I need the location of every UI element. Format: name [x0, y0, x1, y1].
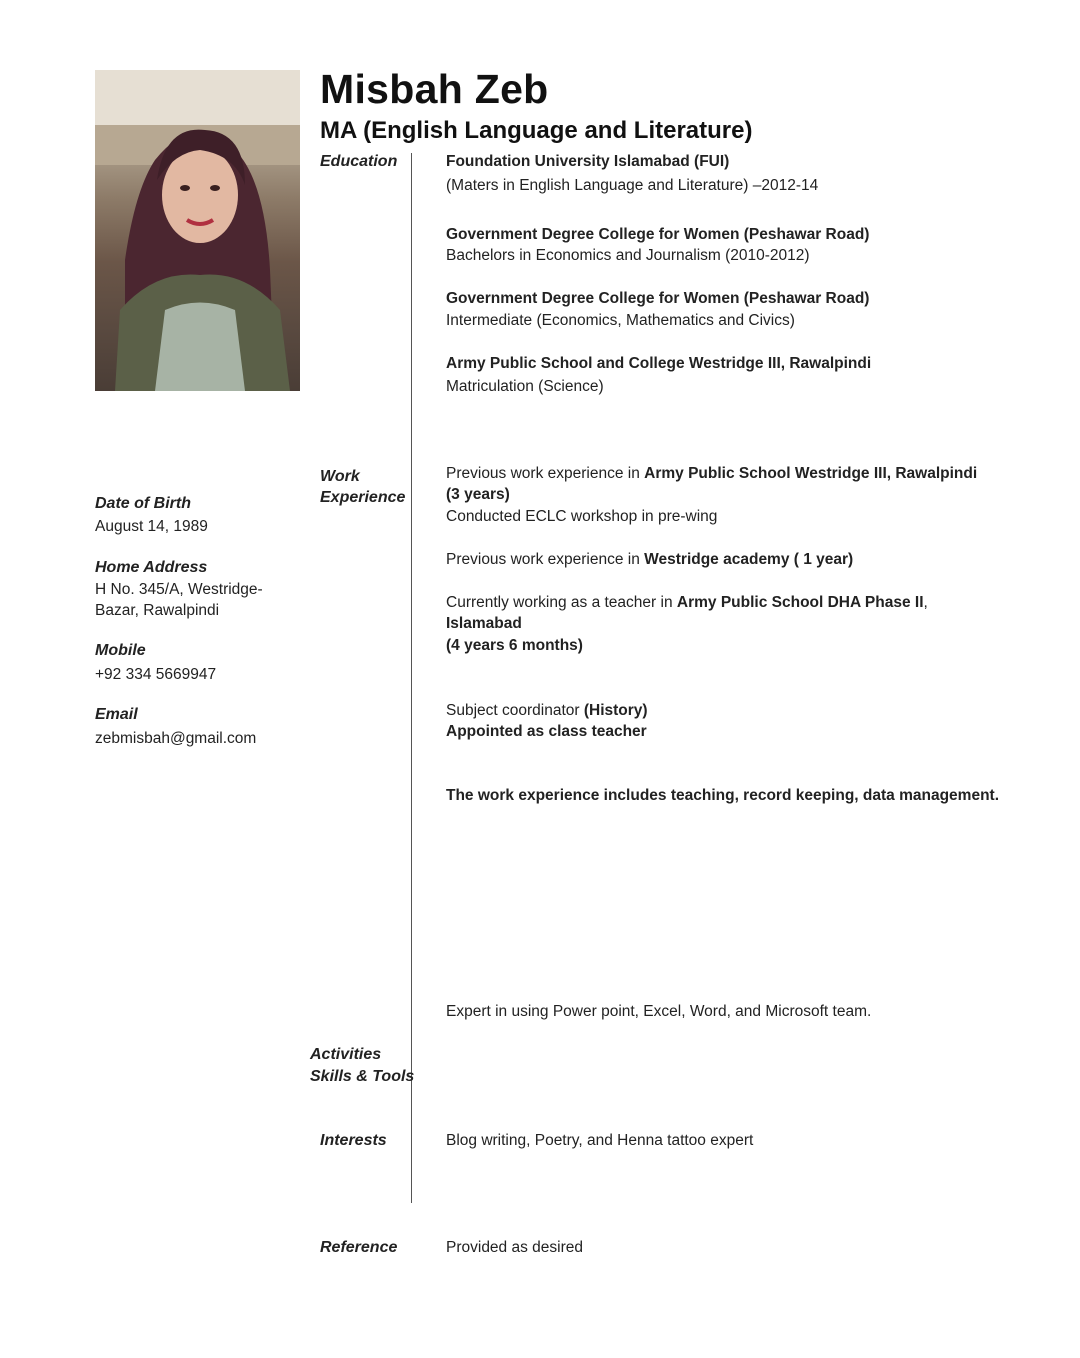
edu-detail-4: Matriculation (Science)	[446, 378, 604, 395]
edu-school-2: Government Degree College for Women (Peshawar Road)	[446, 226, 870, 243]
address-line-2: Bazar, Rawalpindi	[95, 602, 220, 619]
mobile-label: Mobile	[95, 642, 146, 659]
email-label: Email	[95, 706, 138, 723]
work-4-prefix: Subject coordinator	[446, 702, 584, 719]
reference-label: Reference	[320, 1239, 398, 1256]
work-1-employer: Army Public School Westridge III, Rawalpindi	[644, 465, 978, 482]
interests-label: Interests	[320, 1132, 387, 1149]
work-label-line1: Work	[320, 468, 360, 485]
work-3-duration: (4 years 6 months)	[446, 637, 583, 654]
work-entry-2	[446, 549, 853, 570]
activities-label-line2: Skills & Tools	[310, 1068, 415, 1085]
edu-school-1: Foundation University Islamabad (FUI)	[446, 153, 730, 170]
edu-detail-1: (Maters in English Language and Literature) –2012-14	[446, 177, 819, 194]
address-label: Home Address	[95, 559, 208, 576]
dob-value: August 14, 1989	[95, 518, 208, 535]
candidate-name: Misbah Zeb	[320, 66, 549, 112]
profile-photo	[95, 70, 300, 391]
work-3-city: Islamabad	[446, 615, 522, 632]
work-entry-4	[446, 700, 648, 721]
edu-detail-3: Intermediate (Economics, Mathematics and Civics)	[446, 312, 795, 329]
work-3-comma: ,	[923, 594, 928, 611]
mobile-value: +92 334 5669947	[95, 666, 217, 683]
email-value: zebmisbah@gmail.com	[95, 730, 257, 747]
edu-school-3: Government Degree College for Women (Peshawar Road)	[446, 290, 870, 307]
skills-text: Expert in using Power point, Excel, Word, and Microsoft team.	[446, 1003, 872, 1020]
education-label: Education	[320, 153, 398, 170]
work-1-prefix: Previous work experience in	[446, 465, 645, 482]
address-line-1: H No. 345/A, Westridge-	[95, 581, 263, 598]
candidate-degree: MA (English Language and Literature)	[320, 117, 753, 144]
dob-label: Date of Birth	[95, 495, 191, 512]
interests-text: Blog writing, Poetry, and Henna tattoo expert	[446, 1132, 754, 1149]
work-3-prefix: Currently working as a teacher in	[446, 594, 677, 611]
edu-school-4: Army Public School and College Westridge III, Rawalpindi	[446, 355, 872, 372]
section-divider	[411, 153, 412, 1203]
reference-text: Provided as desired	[446, 1239, 583, 1256]
work-1-duration: (3 years)	[446, 486, 510, 503]
work-entry-3	[446, 592, 928, 613]
work-entry-5: Appointed as class teacher	[446, 723, 647, 740]
work-summary: The work experience includes teaching, record keeping, data management.	[446, 787, 1000, 804]
work-3-employer: Army Public School DHA Phase II	[676, 594, 924, 611]
work-2-prefix: Previous work experience in	[446, 551, 645, 568]
work-label-line2: Experience	[320, 489, 406, 506]
work-1-note: Conducted ECLC workshop in pre-wing	[446, 508, 718, 525]
work-4-subject: (History)	[583, 702, 648, 719]
work-entry-1	[446, 463, 977, 484]
portrait-illustration	[95, 70, 300, 391]
work-2-employer: Westridge academy ( 1 year)	[644, 551, 854, 568]
edu-detail-2: Bachelors in Economics and Journalism (2010-2012)	[446, 247, 810, 264]
activities-label-line1: Activities	[310, 1046, 382, 1063]
